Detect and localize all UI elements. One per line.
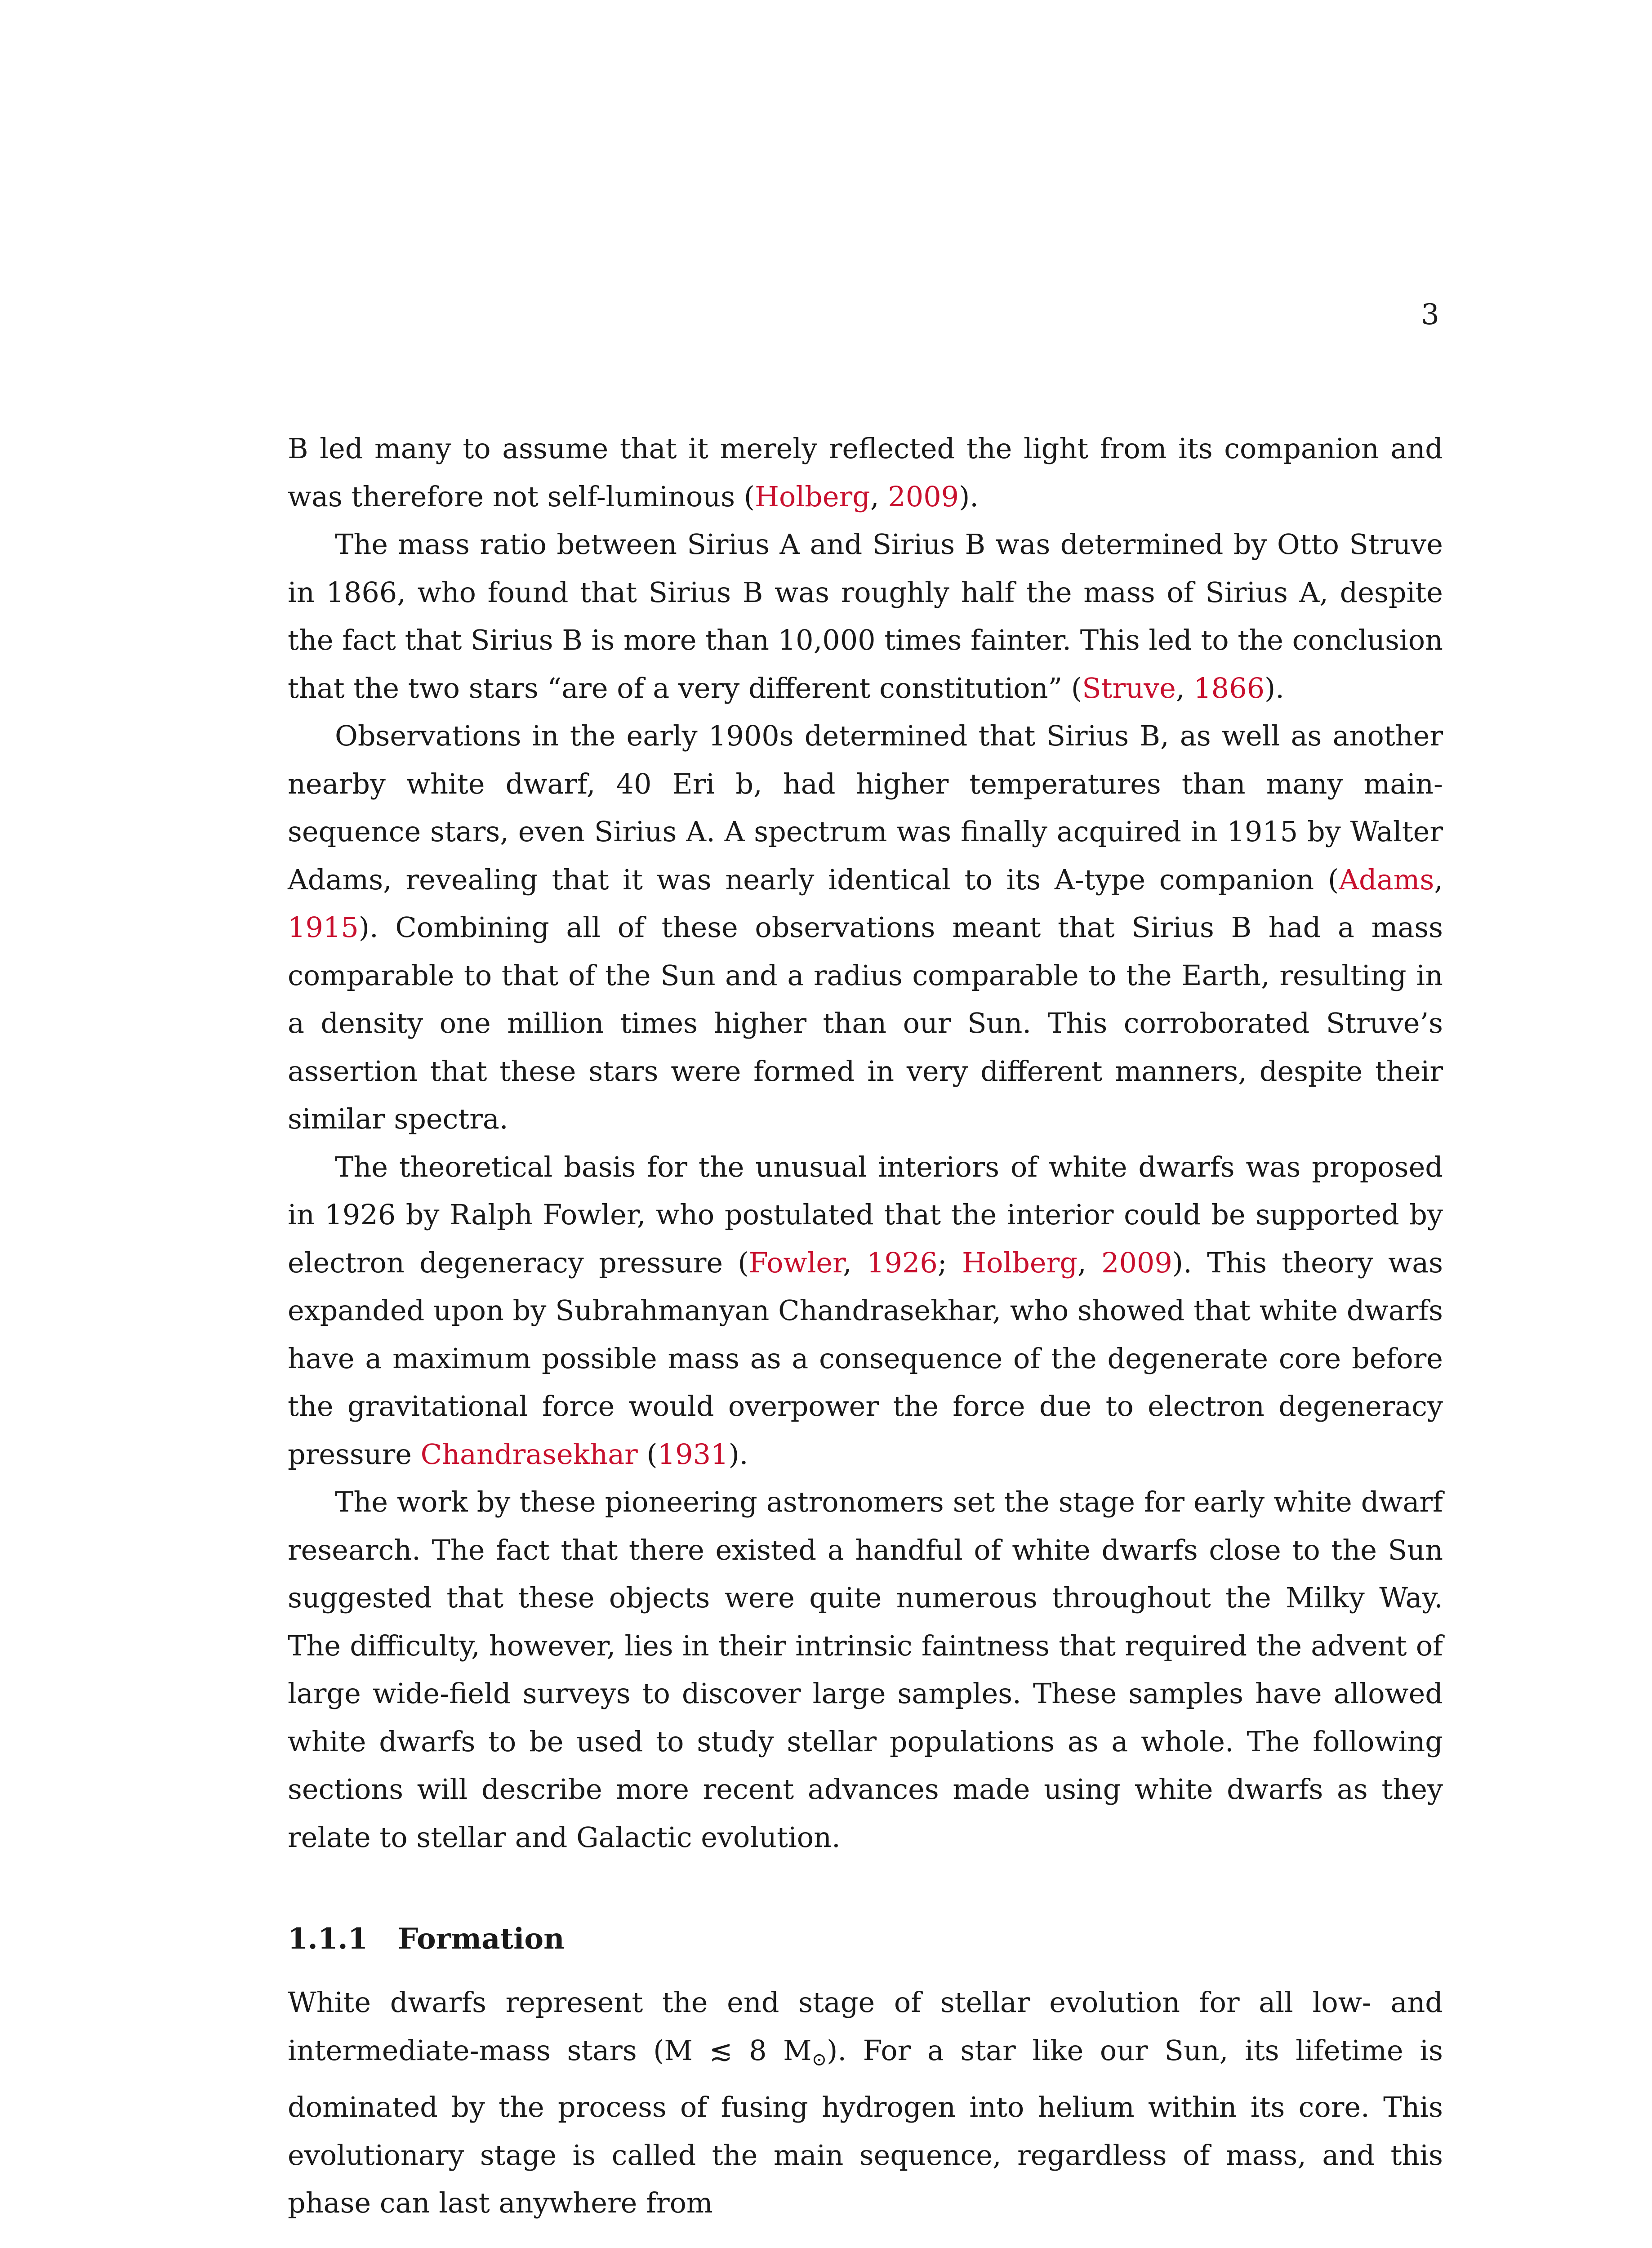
body-text [288,425,1443,2227]
section-title: Formation [398,1922,565,1956]
text: ). For a star like our Sun, its lifetime is dominated by the process of fusing hydrogen into helium within its core. This evolutionary stage is called the main sequence, regardless of mass, and this phase can last anywhere from [288,2034,1443,2219]
text: The mass ratio between Sirius A and Sirius B was determined by Otto Struve in 1866, who found that Sirius B was roughly half the mass of Sirius A, despite the fact that Sirius B is more than 10,000 times fainter. This led to the conclusion that the two stars “are of a very different constitution” ( [288,528,1443,705]
less-than-approx-symbol: ≲ [709,2034,733,2067]
citation-link[interactable]: Adams [1339,863,1434,896]
paragraph-5 [288,1478,1443,1861]
section-heading [288,1915,1443,1963]
paragraph-2 [288,521,1443,712]
paragraph-1 [288,425,1443,521]
section-number: 1.1.1 [288,1922,368,1956]
citation-link[interactable]: Holberg [754,480,870,513]
citation-link[interactable]: Fowler [748,1246,843,1279]
citation-link[interactable]: Chandrasekhar [420,1437,638,1471]
citation-year-link[interactable]: 1915 [288,911,359,944]
text: White dwarfs represent the end stage of stellar evolution for all low- and intermediate-mass stars (M [288,1986,1443,2067]
citation-year-link[interactable]: 2009 [1101,1246,1172,1279]
text: , [870,480,888,513]
text: B led many to assume that it merely reflected the light from its companion and was therefore not self-luminous ( [288,432,1443,513]
text: 8 M [732,2034,812,2067]
paragraph-6 [288,1979,1443,2227]
paragraph-3 [288,712,1443,1143]
text: ( [637,1437,658,1471]
text: The work by these pioneering astronomers set the stage for early white dwarf research. The fact that there existed a handful of white dwarfs close to the Sun suggested that these objects were quite numerous throughout the Milky Way. The difficulty, however, lies in their intrinsic faintness that required the advent of large wide-field surveys to discover large samples. These samples have allowed white dwarfs to be used to study stellar populations as a whole. The following sections will describe more recent advances made using white dwarfs as they relate to stellar and Galactic evolution. [288,1485,1443,1854]
text: The theoretical basis for the unusual interiors of white dwarfs was proposed in 1926 by Ralph Fowler, who postulated that the interior could be supported by electron degeneracy pressure ( [288,1150,1443,1279]
text: , [1176,671,1194,705]
citation-link[interactable]: Holberg [962,1246,1078,1279]
citation-link[interactable]: Struve [1082,671,1176,705]
citation-year-link[interactable]: 1931 [657,1437,729,1471]
text: ). [1265,671,1284,705]
paragraph-4 [288,1143,1443,1479]
text: Observations in the early 1900s determined that Sirius B, as well as another nearby white dwarf, 40 Eri b, had higher temperatures than many main-sequence stars, even Sirius A. A spectrum was finally acquired in 1915 by Walter Adams, revealing that it was nearly identical to its A-type companion ( [288,719,1443,896]
citation-year-link[interactable]: 1866 [1193,671,1265,705]
text: ). [959,480,979,513]
text: ). Combining all of these observations meant that Sirius B had a mass comparable to that of the Sun and a radius comparable to the Earth, resulting in a density one million times higher than our Sun. This corroborated Struve’s assertion that these stars were formed in very different manners, despite their similar spectra. [288,911,1443,1135]
text: ). [728,1437,748,1471]
text: , [842,1246,867,1279]
citation-year-link[interactable]: 1926 [867,1246,938,1279]
solar-symbol: ⊙ [811,2049,827,2070]
page-number: 3 [1421,298,1439,331]
text: ). This theory was expanded upon by Subrahmanyan Chandrasekhar, who showed that white dwarfs have a maximum possible mass as a consequence of the degenerate core before the gravitational force would overpower the force due to electron degeneracy pressure [288,1246,1443,1471]
text: , [1434,863,1443,896]
text: , [1077,1246,1101,1279]
citation-year-link[interactable]: 2009 [888,480,959,513]
text: ; [937,1246,962,1279]
